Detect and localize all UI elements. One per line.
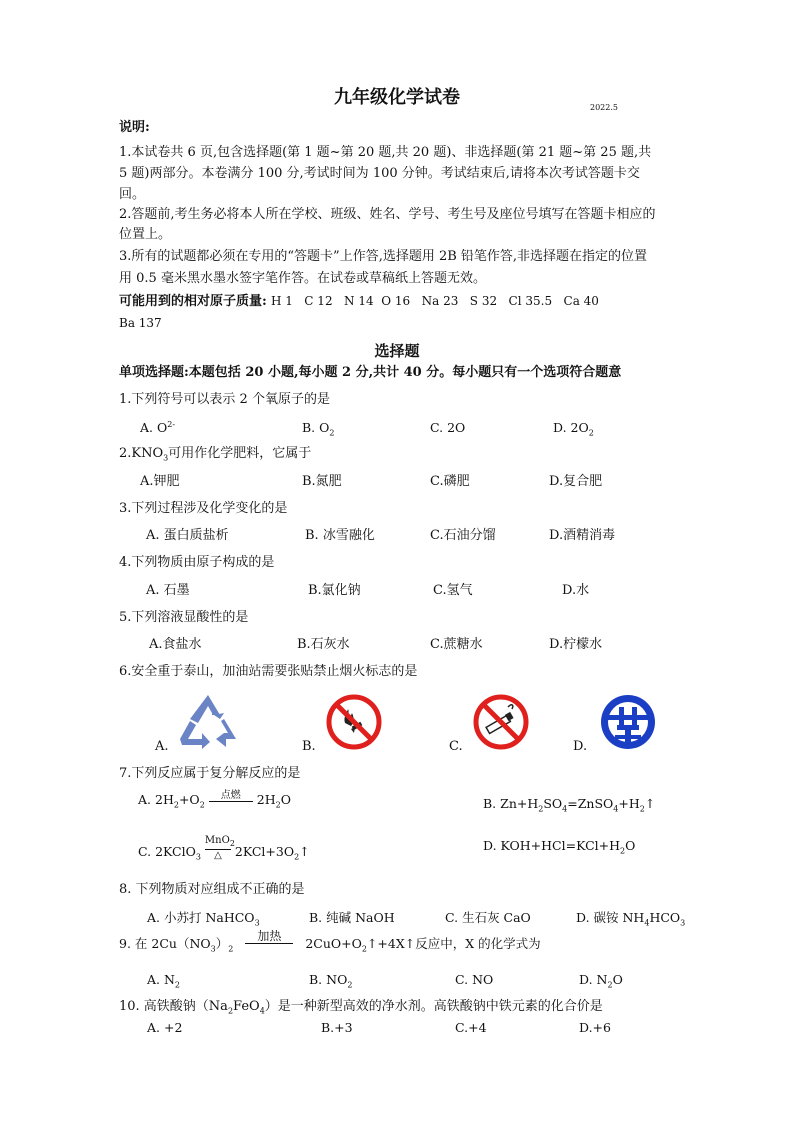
q1-option-c: C. 2O [430, 420, 466, 435]
no-smoking-icon [472, 693, 530, 751]
q7-c-reaction-condition: MnO$_2$ △ [204, 835, 235, 861]
section-rule: 单项选择题:本题包括 20 小题,每小题 2 分,共计 40 分。每小题只有一个选项符合题意 [119, 365, 622, 380]
q2-option-b: B.氮肥 [302, 474, 342, 489]
q6-option-c: C. [449, 739, 463, 754]
q1-stem: 1.下列符号可以表示 2 个氧原子的是 [119, 392, 330, 407]
q4-option-a: A. 石墨 [146, 583, 190, 598]
instruction-1-line3: 回。 [119, 187, 146, 202]
q7-a-reaction-condition: 点燃 [209, 791, 253, 802]
q5-option-b: B.石灰水 [297, 637, 350, 652]
q8-option-b: B. 纯碱 NaOH [309, 910, 395, 925]
q6-option-d: D. [573, 739, 588, 754]
q2-stem: $2.KNO_3$可用作化学肥料，它属于 [119, 446, 312, 463]
instruction-3-line2: 用 0.5 毫米黑水墨水签字笔作答。在试卷或草稿纸上答题无效。 [119, 271, 486, 286]
q7-option-c: C. 2KClO$_3$ MnO$_2$ △ $2KCl+3O_2↑$ [138, 835, 310, 862]
atomic-mass-label: 可能用到的相对原子质量: [119, 294, 267, 309]
q2-option-a: A.钾肥 [140, 474, 180, 489]
q1-option-a: A. $O^{2-}$ [140, 420, 176, 436]
q1-option-b: B. $O_2$ [302, 420, 335, 438]
q5-option-a: A.食盐水 [149, 637, 202, 652]
atomic-mass-values: H 1 C 12 N 14 O 16 Na 23 S 32 Cl 35.5 Ca 40 [270, 294, 599, 308]
q2-option-d: D.复合肥 [549, 474, 603, 489]
instruction-1-line1: 1.本试卷共 6 页,包含选择题(第 1 题~第 20 题,共 20 题)、非选择题(第 21 题~第 25 题,共 [119, 145, 652, 160]
q4-option-c: C.氢气 [433, 583, 473, 598]
exam-date: 2022.5 [590, 103, 618, 112]
atomic-mass-values-2: Ba 137 [119, 316, 162, 330]
q5-stem: 5.下列溶液显酸性的是 [119, 610, 249, 625]
q9-option-a: A. $N_2$ [147, 972, 181, 990]
instruction-1-line2: 5 题)两部分。本卷满分 100 分,考试时间为 100 分钟。考试结束后,请将本次考试答题卡交 [119, 166, 640, 181]
page-title: 九年级化学试卷 [334, 87, 460, 108]
q10-option-d: D.+6 [579, 1020, 611, 1035]
q8-stem: 8. 下列物质对应组成不正确的是 [119, 882, 305, 897]
q8-option-a: A. 小苏打 NaHCO$_3$ [147, 910, 260, 928]
q5-option-d: D.柠檬水 [549, 637, 603, 652]
q7-option-a: A. $2H_2+O_2$ 点燃 $2H_2O$ [138, 790, 291, 810]
q10-option-a: A. +2 [147, 1020, 183, 1035]
q4-stem: 4.下列物质由原子构成的是 [119, 555, 275, 570]
instruction-3-line1: 3.所有的试题都必须在专用的“答题卡”上作答,选择题用 2B 铅笔作答,非选择题在指定的位置 [119, 249, 648, 264]
instruction-2-line2: 位置上。 [119, 227, 172, 242]
q4-option-b: B.氯化钠 [308, 583, 361, 598]
q4-option-d: D.水 [562, 583, 590, 598]
q7-stem: 7.下列反应属于复分解反应的是 [119, 766, 301, 781]
q10-option-c: C.+4 [455, 1020, 487, 1035]
q10-stem: 10. 高铁酸钠$(Na_2FeO_4)$是一种新型高效的净水剂。高铁酸钠中铁元素的化合价是 [119, 999, 603, 1016]
instructions-heading: 说明: [119, 120, 150, 135]
atomic-mass-line [119, 292, 599, 311]
q9-option-d: D. $N_2O$ [579, 972, 623, 990]
q6-stem: 6.安全重于泰山，加油站需要张贴禁止烟火标志的是 [119, 664, 418, 679]
q9-reaction-condition: 加热 [245, 930, 293, 944]
q6-option-a: A. [155, 739, 169, 754]
q7-option-d: D. $KOH+HCl=KCl+H_2O$ [483, 838, 636, 856]
instruction-2-line1: 2.答题前,考生务必将本人所在学校、班级、姓名、学号、考生号及座位号填写在答题卡相应的 [119, 207, 656, 222]
q8-option-c: C. 生石灰 CaO [445, 910, 531, 925]
no-fire-icon [325, 693, 383, 751]
blue-circle-symbol-icon [599, 693, 657, 751]
q1-option-d: D. $2O_2$ [553, 420, 594, 438]
q10-option-b: B.+3 [321, 1020, 353, 1035]
q8-option-d: D. 碳铵 $NH_4HCO_3$ [576, 910, 686, 928]
q5-option-c: C.蔗糖水 [430, 637, 483, 652]
q9-option-c: C. NO [455, 972, 494, 987]
q3-option-d: D.酒精消毒 [549, 528, 616, 543]
q7-option-b: B. $Zn+H_2SO_4=ZnSO_4+H_2↑$ [483, 796, 656, 814]
q6-option-b: B. [302, 739, 316, 754]
q9-option-b: B. $NO_2$ [309, 972, 353, 990]
recycle-icon [176, 693, 240, 749]
q3-option-b: B. 冰雪融化 [305, 528, 375, 543]
q3-option-a: A. 蛋白质盐析 [146, 528, 229, 543]
q3-stem: 3.下列过程涉及化学变化的是 [119, 501, 288, 516]
q3-option-c: C.石油分馏 [430, 528, 496, 543]
section-title: 选择题 [374, 342, 420, 360]
q9-stem: 9. 在 $2Cu(NO_3)_2$ 加热 $2CuO+O_2↑+4X↑$反应中，X 的化学式为 [119, 929, 541, 954]
q2-option-c: C.磷肥 [430, 474, 470, 489]
